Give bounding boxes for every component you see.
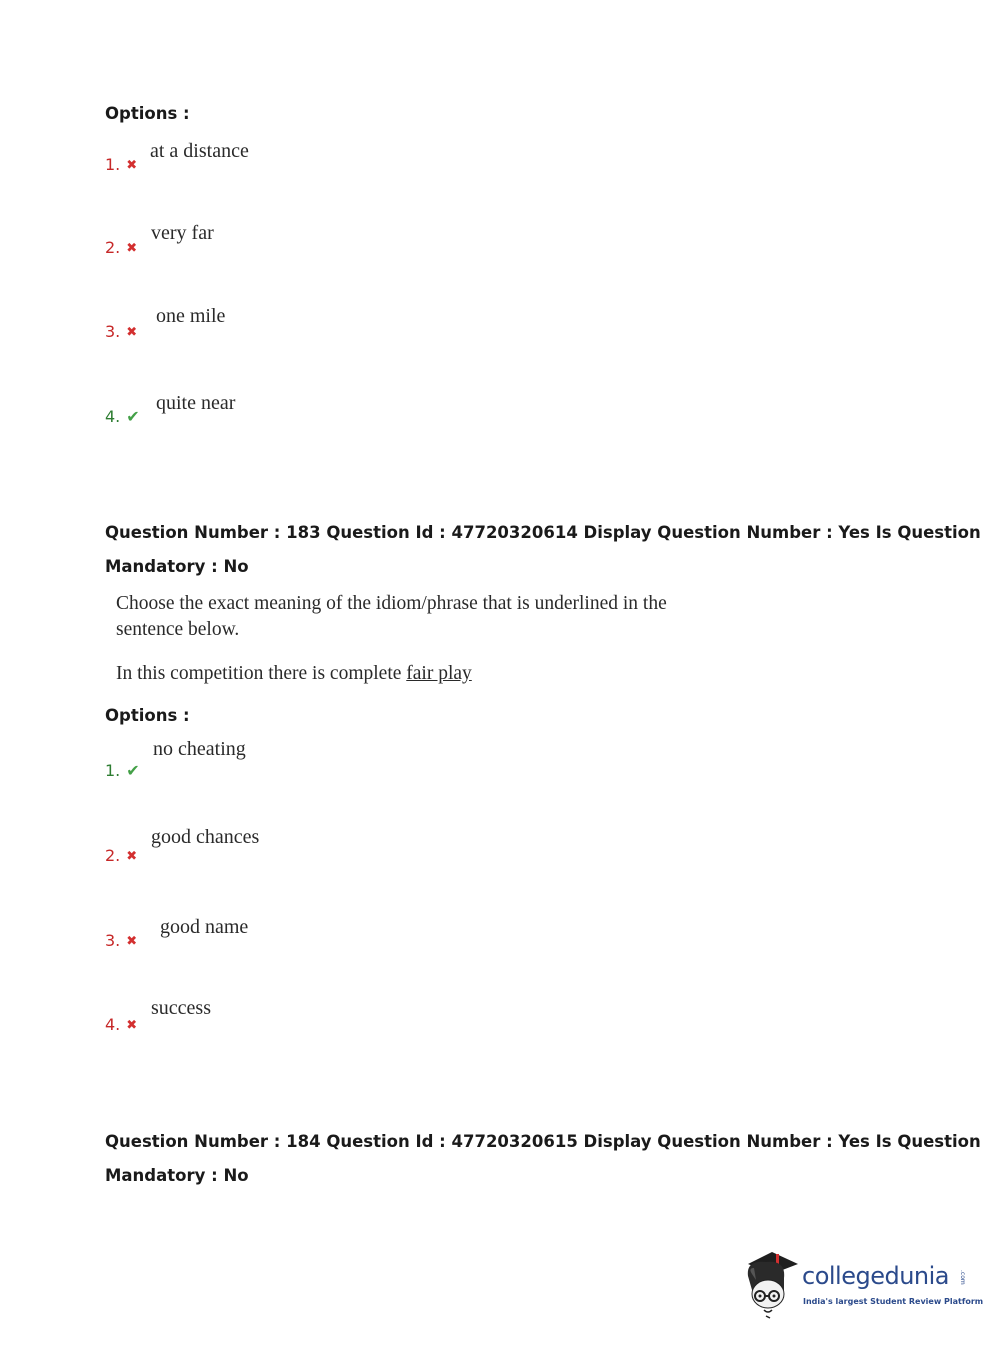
logo-wordmark: collegedunia	[802, 1262, 950, 1290]
cross-mark-icon: ✖	[126, 849, 138, 864]
option-number: 3. ✖	[105, 322, 138, 341]
option-text: good chances	[151, 826, 260, 848]
check-mark-icon: ✔	[126, 407, 140, 426]
option-number: 4. ✔	[105, 407, 140, 426]
question-stem	[116, 591, 756, 643]
question-mandatory: Mandatory : No	[105, 557, 249, 576]
question-header: Question Number : 184 Question Id : 47720320615 Display Question Number : Yes Is Question	[105, 1132, 981, 1151]
options-heading: Options :	[105, 706, 190, 725]
mascot-icon	[742, 1250, 802, 1320]
option-number: 4. ✖	[105, 1015, 138, 1034]
cross-mark-icon: ✖	[126, 325, 138, 340]
cross-mark-icon: ✖	[126, 1018, 138, 1033]
option-text: very far	[151, 222, 214, 244]
option-text: success	[151, 997, 211, 1019]
question-sentence	[116, 661, 756, 687]
option-text: quite near	[156, 392, 236, 414]
cross-mark-icon: ✖	[126, 158, 138, 173]
option-number: 3. ✖	[105, 931, 138, 950]
option-text: at a distance	[150, 140, 249, 162]
sentence-text: In this competition there is complete	[116, 663, 407, 684]
option-text: no cheating	[153, 738, 246, 760]
question-header: Question Number : 183 Question Id : 47720320614 Display Question Number : Yes Is Question	[105, 523, 981, 542]
logo-suffix: .com	[959, 1270, 966, 1285]
option-number: 1. ✖	[105, 155, 138, 174]
underlined-phrase: fair play	[406, 663, 472, 684]
stem-line: sentence below.	[116, 619, 240, 640]
option-number: 2. ✖	[105, 238, 138, 257]
stem-line: Choose the exact meaning of the idiom/phrase that is underlined in the	[116, 593, 667, 614]
option-text: good name	[160, 916, 249, 938]
option-text: one mile	[156, 305, 226, 327]
option-number: 1. ✔	[105, 761, 140, 780]
logo-tagline: India's largest Student Review Platform	[803, 1297, 984, 1306]
options-heading: Options :	[105, 104, 190, 123]
collegedunia-logo	[742, 1250, 984, 1320]
option-number: 2. ✖	[105, 846, 138, 865]
cross-mark-icon: ✖	[126, 934, 138, 949]
cross-mark-icon: ✖	[126, 241, 138, 256]
check-mark-icon: ✔	[126, 761, 140, 780]
question-mandatory: Mandatory : No	[105, 1166, 249, 1185]
